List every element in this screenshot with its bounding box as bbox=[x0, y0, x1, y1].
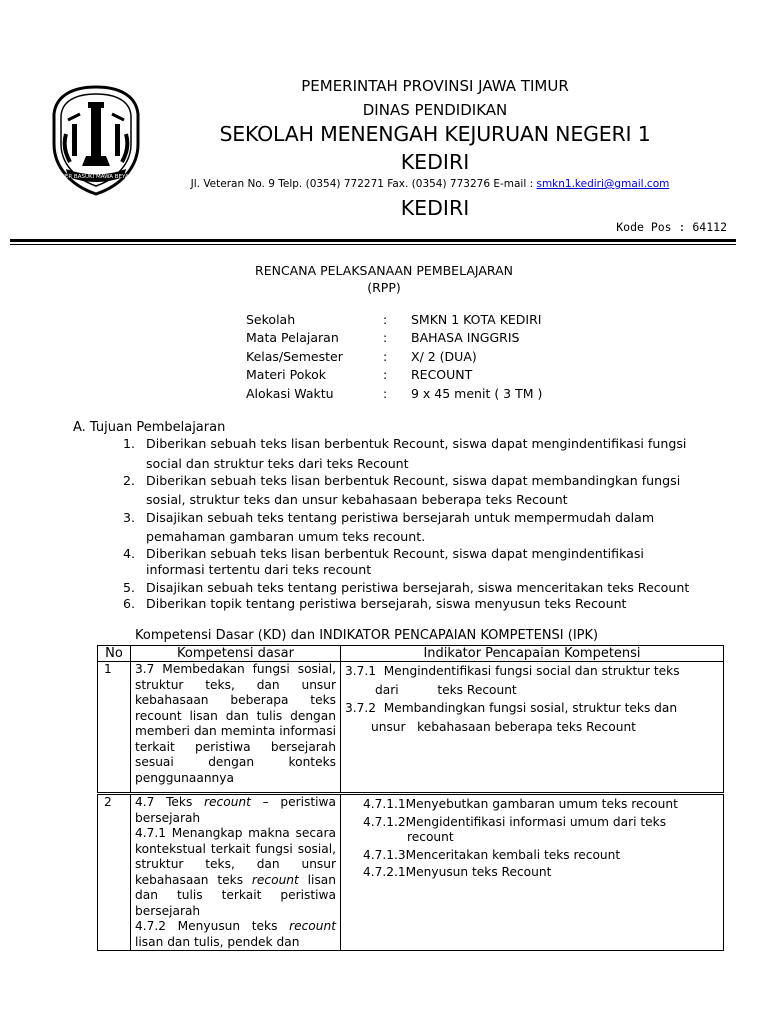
kd-table-title: Kompetensi Dasar (KD) dan INDIKATOR PENCAPAIAN KOMPETENSI (IPK) bbox=[135, 628, 599, 643]
ipk-item bbox=[363, 797, 719, 813]
ipk-cell bbox=[341, 662, 724, 794]
postal-code: Kode Pos : 64112 bbox=[616, 220, 727, 234]
goal-number: 6. bbox=[123, 596, 136, 611]
goal-text: Diberikan sebuah teks lisan berbentuk Recount, siswa dapat mengindentifikasi fungsi bbox=[146, 436, 687, 451]
info-label: Sekolah bbox=[246, 312, 296, 327]
ipk-text-cont: recount bbox=[407, 830, 454, 844]
province-crest-logo bbox=[50, 84, 142, 196]
goal-number: 5. bbox=[123, 580, 136, 595]
ipk-code: 4.7.1.3 bbox=[363, 847, 406, 862]
ipk-code: 4.7.1.2 bbox=[363, 814, 406, 829]
kd-sub: 4.7.1 Menangkap makna secara kontekstual terkait fungsi sosial, struktur teks, dan unsur kebahasaan teks recount lisan dan tulis terkait peristiwa bersejarah bbox=[135, 826, 336, 918]
info-label: Alokasi Waktu bbox=[246, 386, 334, 401]
goal-text: Diberikan topik tentang peristiwa bersejarah, siswa menyusun teks Recount bbox=[146, 596, 627, 611]
ipk-item bbox=[345, 664, 719, 680]
school-address bbox=[190, 178, 670, 190]
ipk-code: 4.7.1.1 bbox=[363, 797, 406, 811]
address-text: Jl. Veteran No. 9 Telp. (0354) 772271 Fax. (0354) 773276 E-mail : bbox=[190, 178, 537, 190]
header-kd: Kompetensi dasar bbox=[131, 646, 341, 662]
info-colon: : bbox=[383, 312, 388, 327]
goal-text: Disajikan sebuah teks tentang peristiwa bersejarah, siswa menceritakan teks Recount bbox=[146, 580, 690, 595]
table-row bbox=[98, 662, 724, 794]
ipk-text: Menyebutkan gambaran umum teks recount bbox=[405, 797, 678, 811]
document-subtitle: (RPP) bbox=[367, 280, 401, 295]
row-number: 1 bbox=[98, 662, 131, 794]
goal-text: Diberikan sebuah teks lisan berbentuk Recount, siswa dapat membandingkan fungsi bbox=[146, 473, 681, 488]
ipk-text: Menceritakan kembali teks recount bbox=[405, 847, 621, 862]
table-row bbox=[98, 794, 724, 951]
ipk-item bbox=[345, 698, 719, 717]
ipk-cell bbox=[341, 794, 724, 951]
info-colon: : bbox=[383, 386, 388, 401]
kd-cell bbox=[131, 794, 341, 951]
kd-sub: 4.7.2 Menyusun teks recount lisan dan tulis, pendek dan bbox=[135, 919, 336, 949]
goal-text: Disajikan sebuah teks tentang peristiwa bersejarah untuk mempermudah dalam bbox=[146, 510, 655, 525]
goal-text: informasi tertentu dari teks recount bbox=[146, 562, 372, 577]
header-no: No bbox=[98, 646, 131, 662]
kd-ipk-table bbox=[97, 645, 724, 951]
document-title: RENCANA PELAKSANAAN PEMBELAJARAN bbox=[255, 263, 513, 278]
email-link[interactable]: smkn1.kediri@gmail.com bbox=[536, 178, 670, 190]
ipk-item bbox=[363, 863, 719, 881]
goal-number: 3. bbox=[123, 510, 136, 525]
city-name: KEDIRI bbox=[400, 196, 470, 220]
info-value: X/ 2 (DUA) bbox=[411, 349, 477, 364]
header-divider-thin bbox=[10, 244, 736, 245]
ipk-code: 4.7.2.1 bbox=[363, 865, 406, 879]
table-header-row bbox=[98, 646, 724, 662]
goal-number: 1. bbox=[123, 436, 136, 451]
ipk-item bbox=[363, 813, 719, 831]
school-name: SEKOLAH MENENGAH KEJURUAN NEGERI 1 bbox=[219, 122, 651, 146]
ipk-item bbox=[363, 846, 719, 864]
department-name: DINAS PENDIDIKAN bbox=[362, 101, 508, 119]
section-a-heading: A. Tujuan Pembelajaran bbox=[73, 420, 226, 435]
government-name: PEMERINTAH PROVINSI JAWA TIMUR bbox=[301, 77, 569, 95]
header-ipk: Indikator Pencapaian Kompetensi bbox=[341, 646, 724, 662]
ipk-text-cont: unsur kebahasaan beberapa teks Recount bbox=[371, 719, 636, 734]
info-colon: : bbox=[383, 330, 388, 345]
goal-number: 4. bbox=[123, 546, 136, 561]
kd-main: 4.7 Teks recount – peristiwa bersejarah bbox=[135, 795, 336, 825]
svg-text:JER BASUKI MAWA BEYA: JER BASUKI MAWA BEYA bbox=[63, 174, 129, 180]
ipk-text: Mengindentifikasi fungsi social dan struktur teks bbox=[383, 664, 680, 678]
row-number: 2 bbox=[98, 794, 131, 951]
info-label: Mata Pelajaran bbox=[246, 330, 339, 345]
goal-number: 2. bbox=[123, 473, 136, 488]
info-value: SMKN 1 KOTA KEDIRI bbox=[411, 312, 542, 327]
school-city-name: KEDIRI bbox=[400, 150, 470, 174]
ipk-text: Menyusun teks Recount bbox=[405, 865, 552, 879]
kd-cell: 3.7 Membedakan fungsi sosial, struktur teks, dan unsur kebahasaan beberapa teks recount lisan dan tulis dengan memberi dan meminta informasi terkait peristiwa bersejarah sesuai dengan konteks penggunaannya bbox=[131, 662, 341, 794]
info-value: 9 x 45 menit ( 3 TM ) bbox=[411, 386, 543, 401]
ipk-code: 3.7.1 bbox=[345, 664, 377, 678]
info-value: RECOUNT bbox=[411, 367, 473, 382]
goal-text: Diberikan sebuah teks lisan berbentuk Recount, siswa dapat mengindentifikasi bbox=[146, 546, 644, 561]
info-colon: : bbox=[383, 349, 388, 364]
info-label: Materi Pokok bbox=[246, 367, 327, 382]
info-colon: : bbox=[383, 367, 388, 382]
ipk-text: Mengidentifikasi informasi umum dari teks bbox=[405, 814, 667, 829]
goal-text: pemahaman gambaran umum teks recount. bbox=[146, 529, 426, 544]
info-value: BAHASA INGGRIS bbox=[411, 330, 520, 345]
goal-text: social dan struktur teks dari teks Recount bbox=[146, 456, 409, 471]
ipk-text: Membandingkan fungsi sosial, struktur teks dan bbox=[383, 701, 678, 715]
goal-text: sosial, struktur teks dan unsur kebahasaan beberapa teks Recount bbox=[146, 492, 568, 507]
info-label: Kelas/Semester bbox=[246, 349, 343, 364]
header-divider-thick bbox=[10, 239, 736, 242]
ipk-code: 3.7.2 bbox=[345, 701, 377, 715]
ipk-text-cont: dari teks Recount bbox=[375, 682, 517, 697]
